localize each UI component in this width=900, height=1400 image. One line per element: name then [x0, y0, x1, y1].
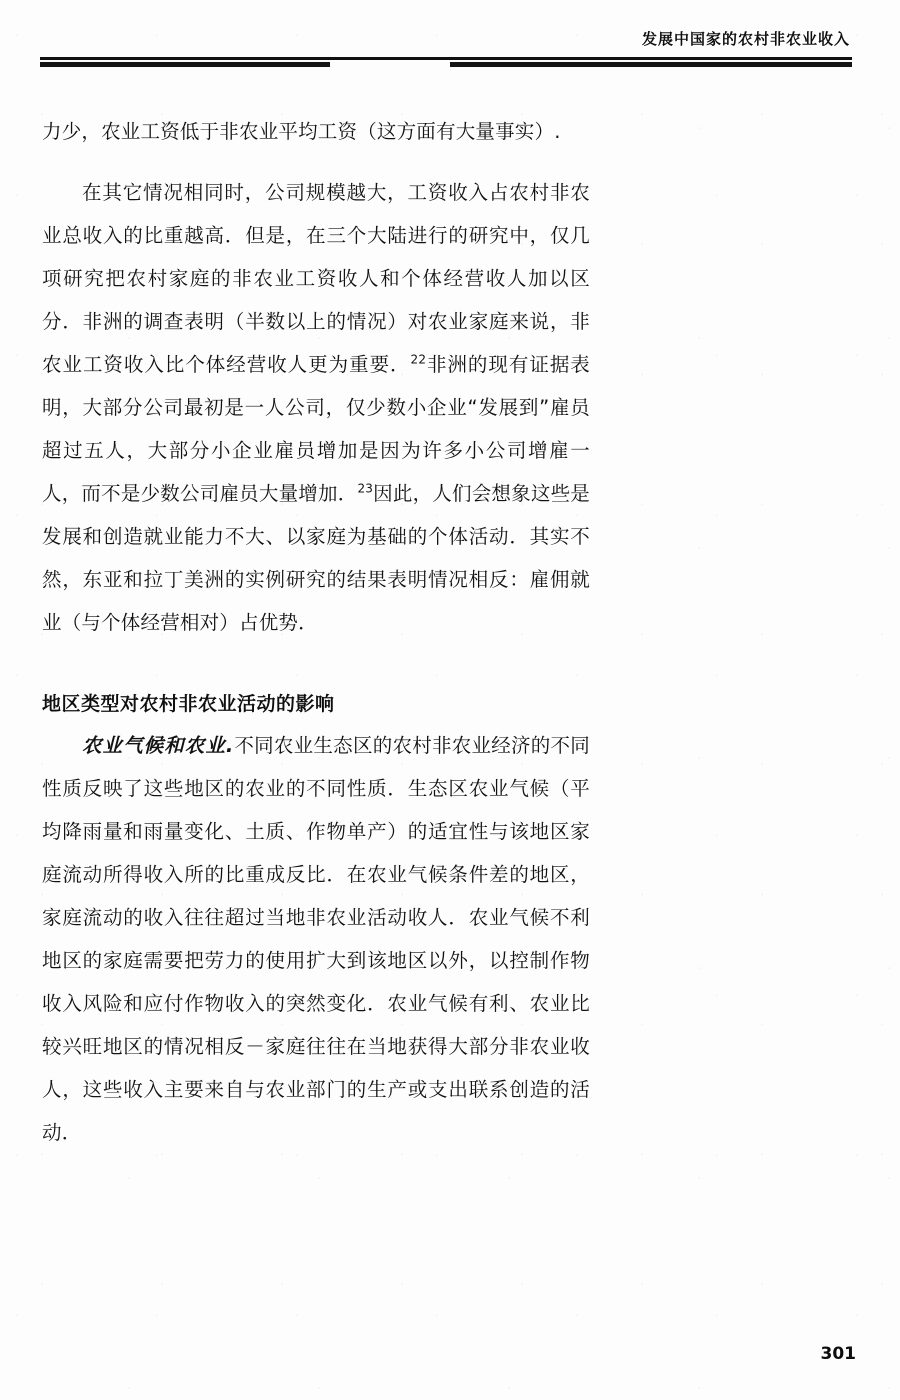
- section-spacer: [42, 644, 590, 684]
- footnote-marker-22: 22: [410, 352, 427, 367]
- page-header: [40, 28, 860, 74]
- page-body: [42, 110, 590, 1154]
- paragraph-text-segment-c: 因此，人们会想象这些是发展和创造就业能力不大、以家庭为基础的个体活动．其实不然，东亚和拉丁美洲的实例研究的结果表明情况相反：雇佣就业（与个体经营相对）占优势．: [42, 482, 590, 634]
- paragraph-text-agroclimate: 不同农业生态区的农村非农业经济的不同性质反映了这些地区的农业的不同性质．生态区农业气候（平均降雨量和雨量变化、土质、作物单产）的适宜性与该地区家庭流动所得收入所的比重成反比．在农业气候条件差的地区，家庭流动的收入往往超过当地非农业活动收人．农业气候不利地区的家庭需要把劳力的使用扩大到该地区以外，以控制作物收入风险和应付作物收入的突然变化．农业气候有利、农业比较兴旺地区的情况相反－家庭往往在当地获得大部分非农业收人，这些收入主要来自与农业部门的生产或支出联系创造的活动．: [42, 734, 590, 1144]
- page-number: 301: [820, 1344, 856, 1364]
- footnote-marker-23: 23: [357, 481, 374, 496]
- running-title: 发展中国家的农村非农业收入: [641, 30, 850, 48]
- run-in-heading: 农业气候和农业.: [82, 734, 235, 757]
- paragraph-text-segment-b: 非洲的现有证据表明，大部分公司最初是一人公司，仅少数小企业“发展到”雇员超过五人，大部分小企业雇员增加是因为许多小公司增雇一人，而不是少数公司雇员大量增加．: [42, 353, 590, 505]
- paragraph-text-segment-a: 在其它情况相同时，公司规模越大，工资收入占农村非农业总收入的比重越高．但是，在三个大陆进行的研究中，仅几项研究把农村家庭的非农业工资收人和个体经营收人加以区分．非洲的调查表明（半数以上的情况）对农业家庭来说，非农业工资收入比个体经营收人更为重要．: [42, 181, 590, 376]
- paragraph-wage-income: [42, 171, 590, 644]
- header-rule-top: [40, 57, 852, 60]
- section-heading: 地区类型对农村非农业活动的影响: [42, 693, 335, 715]
- paragraph-continued: 力少，农业工资低于非农业平均工资（这方面有大量事实）.: [42, 120, 561, 143]
- header-rule-gap: [330, 62, 450, 67]
- paragraph-spacer: [42, 153, 590, 171]
- paragraph-agroclimate: [42, 724, 590, 1154]
